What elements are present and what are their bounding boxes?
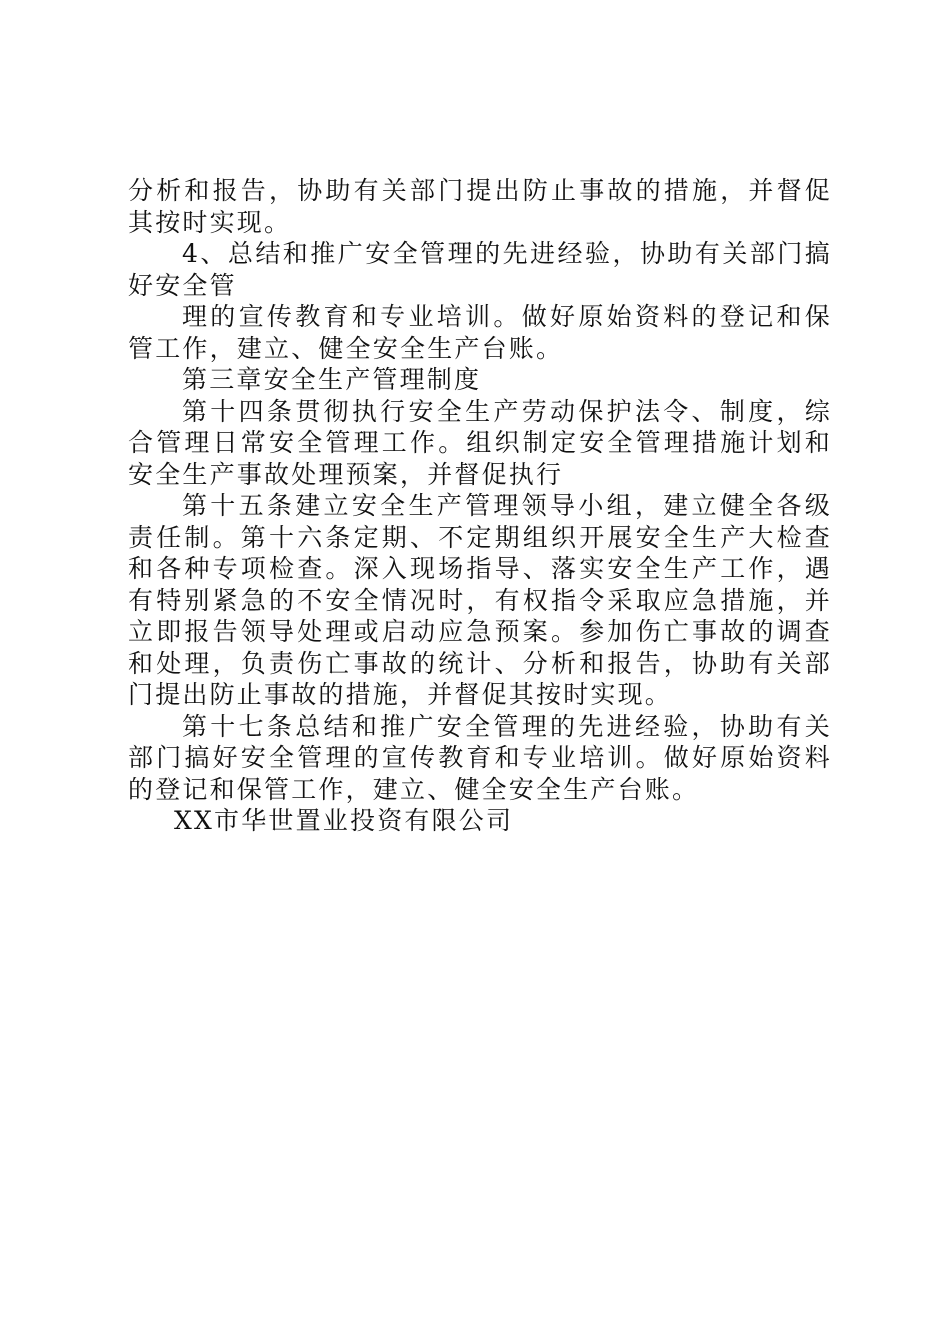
paragraph-3: 理的宣传教育和专业培训。做好原始资料的登记和保管工作，建立、健全安全生产台账。: [128, 302, 832, 363]
paragraph-2: 4、总结和推广安全管理的先进经验，协助有关部门搞好安全管: [128, 239, 832, 300]
document-body: [128, 175, 832, 837]
paragraph-article-14: 第十四条贯彻执行安全生产劳动保护法令、制度，综合管理日常安全管理工作。组织制定安全管理措施计划和安全生产事故处理预案，并督促执行: [128, 396, 832, 489]
chapter-heading: 第三章安全生产管理制度: [182, 365, 482, 394]
company-name: XX市华世置业投资有限公司: [174, 806, 514, 835]
paragraph-article-17: 第十七条总结和推广安全管理的先进经验，协助有关部门搞好安全管理的宣传教育和专业培训。做好原始资料的登记和保管工作，建立、健全安全生产台账。: [128, 711, 832, 804]
paragraph-1: 分析和报告，协助有关部门提出防止事故的措施，并督促其按时实现。: [128, 176, 832, 237]
paragraph-article-15: 第十五条建立安全生产管理领导小组，建立健全各级责任制。第十六条定期、不定期组织开展安全生产大检查和各种专项检查。深入现场指导、落实安全生产工作，遇有特别紧急的不安全情况时，有权指令采取应急措施，并立即报告领导处理或启动应急预案。参加伤亡事故的调查和处理，负责伤亡事故的统计、分析和报告，协助有关部门提出防止事故的措施，并督促其按时实现。: [128, 491, 832, 709]
